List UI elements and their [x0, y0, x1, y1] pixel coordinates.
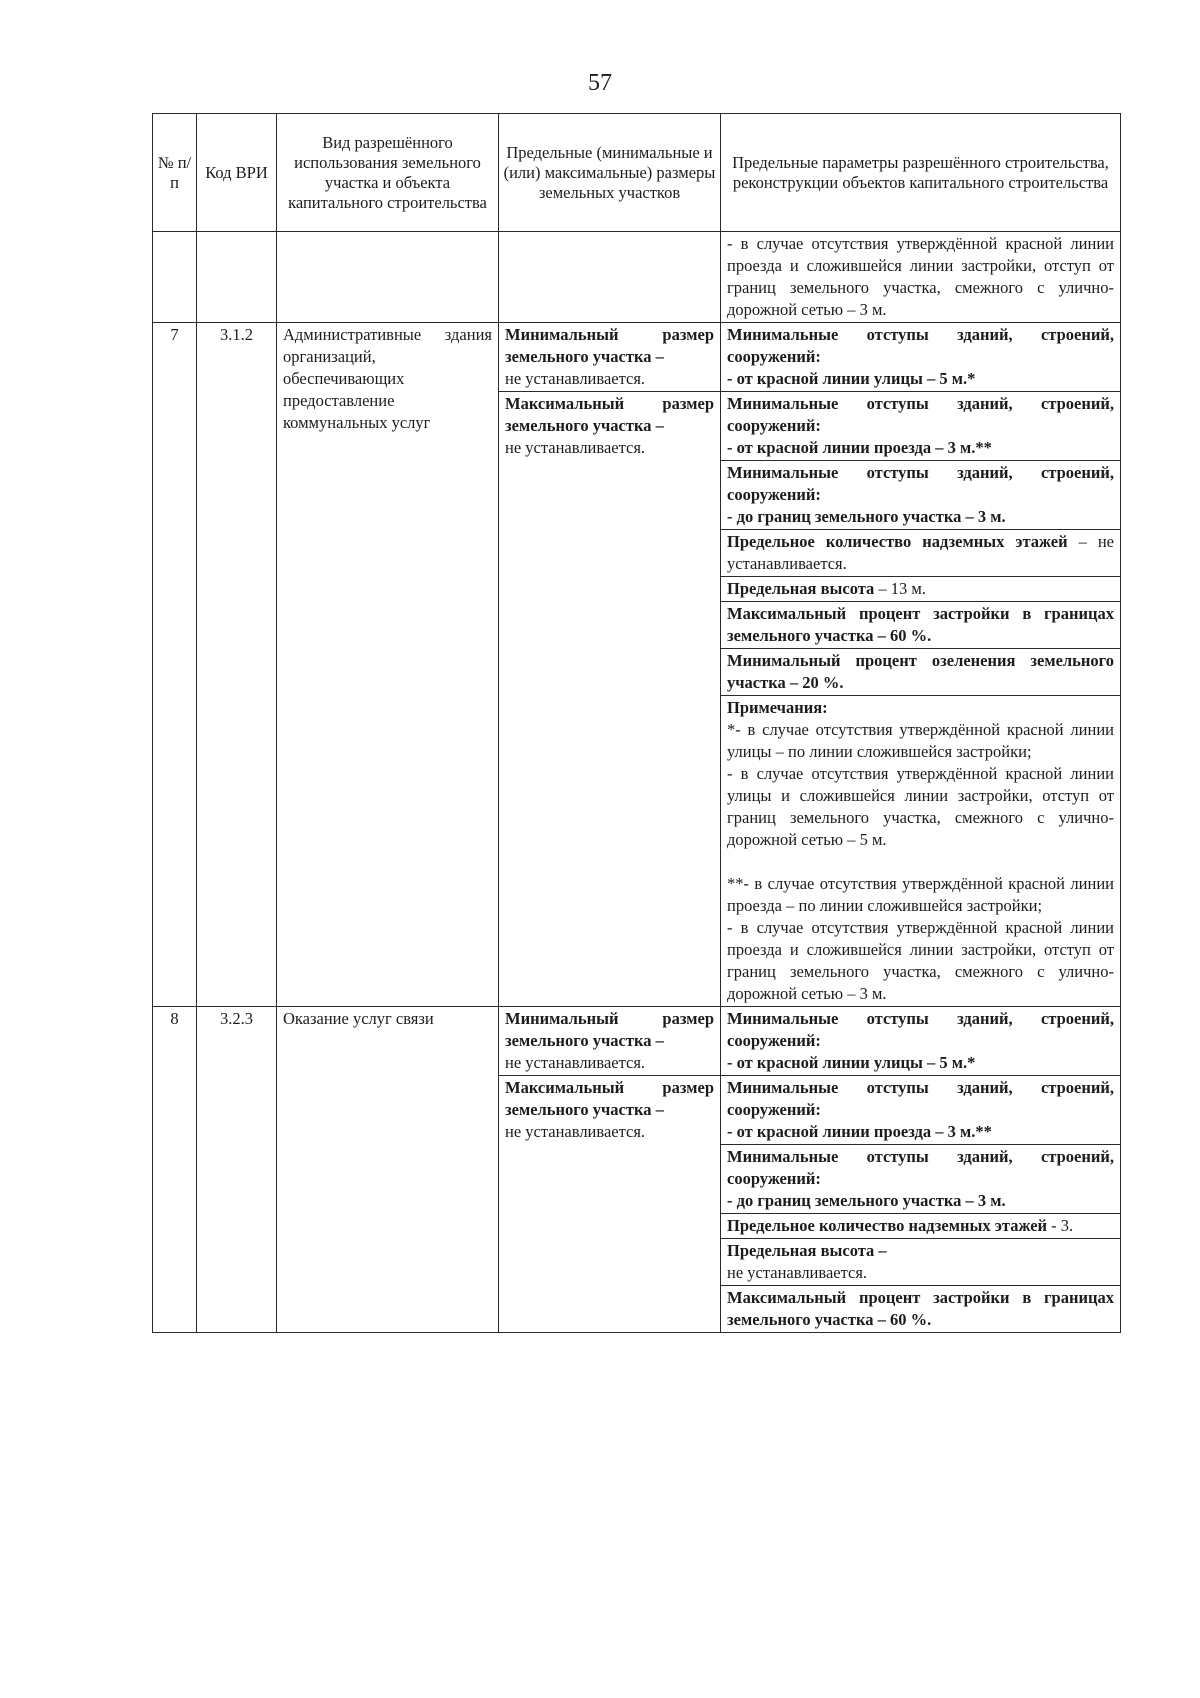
min-size-cell: [499, 1007, 721, 1076]
param-title: Минимальные отступы зданий, строений, сооружений:: [727, 463, 1114, 504]
regulations-table: [152, 113, 1121, 1333]
param-value: - от красной линии проезда – 3 м.**: [727, 438, 992, 457]
notes-cell: [721, 696, 1121, 1007]
note: - в случае отсутствия утверждённой красной линии улицы и сложившейся линии застройки, отступ от границ земельного участка, смежного с улично-дорожной сетью – 5 м.: [727, 764, 1114, 849]
page-number: 57: [588, 70, 612, 96]
note: - в случае отсутствия утверждённой красной линии проезда и сложившейся линии застройки, отступ от границ земельного участка, смежного с улично-дорожной сетью – 3 м.: [727, 918, 1114, 1003]
param-cell: Максимальный процент застройки в границах земельного участка – 60 %.: [721, 1286, 1121, 1333]
param-title: Минимальные отступы зданий, строений, сооружений:: [727, 394, 1114, 435]
param-cell: [721, 461, 1121, 530]
max-size-title: Максимальный размер земельного участка –: [505, 1078, 714, 1119]
param-title: Минимальные отступы зданий, строений, сооружений:: [727, 325, 1114, 366]
continuation-text: - в случае отсутствия утверждённой красной линии проезда и сложившейся линии застройки, отступ от границ земельного участка, смежного с улично-дорожной сетью – 3 м.: [721, 232, 1121, 323]
note: *- в случае отсутствия утверждённой красной линии улицы – по линии сложившейся застройки;: [727, 720, 1114, 761]
param-title: Предельное количество надземных этажей: [727, 1216, 1048, 1235]
max-size-cell: [499, 392, 721, 1007]
param-value: - от красной линии проезда – 3 м.**: [727, 1122, 992, 1141]
param-title: Предельная высота: [727, 579, 875, 598]
header-params: Предельные параметры разрешённого строительства, реконструкции объектов капитального строительства: [721, 114, 1121, 232]
param-value: - от красной линии улицы – 5 м.*: [727, 369, 976, 388]
header-type: Вид разрешённого использования земельного участка и объекта капитального строительства: [277, 114, 499, 232]
min-size-cell: [499, 323, 721, 392]
param-cell: Максимальный процент застройки в границах земельного участка – 60 %.: [721, 602, 1121, 649]
table-row: [153, 1007, 1121, 1076]
header-num: № п/п: [153, 114, 197, 232]
param-cell: [721, 1076, 1121, 1145]
param-cell: [721, 1214, 1121, 1239]
max-size-title: Максимальный размер земельного участка –: [505, 394, 714, 435]
param-cell: Минимальный процент озеленения земельного участка – 20 %.: [721, 649, 1121, 696]
param-title: Предельное количество надземных этажей: [727, 532, 1068, 551]
param-cell: [721, 1145, 1121, 1214]
param-value: - до границ земельного участка – 3 м.: [727, 1191, 1006, 1210]
header-code: Код ВРИ: [197, 114, 277, 232]
min-size-title: Минимальный размер земельного участка –: [505, 325, 714, 366]
row-type: Административные здания организаций, обеспечивающих предоставление коммунальных услуг: [277, 323, 499, 1007]
param-value: - до границ земельного участка – 3 м.: [727, 507, 1006, 526]
param-title: Минимальные отступы зданий, строений, сооружений:: [727, 1009, 1114, 1050]
param-value: не устанавливается.: [727, 1263, 868, 1282]
table-row: [153, 323, 1121, 392]
max-size-value: не устанавливается.: [505, 438, 646, 457]
param-value: – не устанавливается.: [727, 532, 1114, 573]
param-value: - 3.: [1047, 1216, 1074, 1235]
row-number: 7: [153, 323, 197, 1007]
note: **- в случае отсутствия утверждённой красной линии проезда – по линии сложившейся застройки;: [727, 874, 1114, 915]
header-sizes: Предельные (минимальные и (или) максимальные) размеры земельных участков: [499, 114, 721, 232]
param-cell: [721, 1239, 1121, 1286]
param-cell: [721, 323, 1121, 392]
max-size-cell: [499, 1076, 721, 1333]
param-cell: [721, 577, 1121, 602]
row-number: 8: [153, 1007, 197, 1333]
param-title: Минимальные отступы зданий, строений, сооружений:: [727, 1147, 1114, 1188]
min-size-value: не устанавливается.: [505, 369, 646, 388]
row-type: Оказание услуг связи: [277, 1007, 499, 1333]
max-size-value: не устанавливается.: [505, 1122, 646, 1141]
param-value: – 13 м.: [874, 579, 926, 598]
param-value: - от красной линии улицы – 5 м.*: [727, 1053, 976, 1072]
min-size-title: Минимальный размер земельного участка –: [505, 1009, 714, 1050]
param-cell: [721, 392, 1121, 461]
param-cell: [721, 530, 1121, 577]
min-size-value: не устанавливается.: [505, 1053, 646, 1072]
table-row: [153, 232, 1121, 323]
notes-title: Примечания:: [727, 698, 828, 717]
param-title: Минимальные отступы зданий, строений, сооружений:: [727, 1078, 1114, 1119]
row-code: 3.1.2: [197, 323, 277, 1007]
row-code: 3.2.3: [197, 1007, 277, 1333]
param-cell: [721, 1007, 1121, 1076]
param-title: Предельная высота –: [727, 1241, 887, 1260]
table-header-row: [153, 114, 1121, 232]
